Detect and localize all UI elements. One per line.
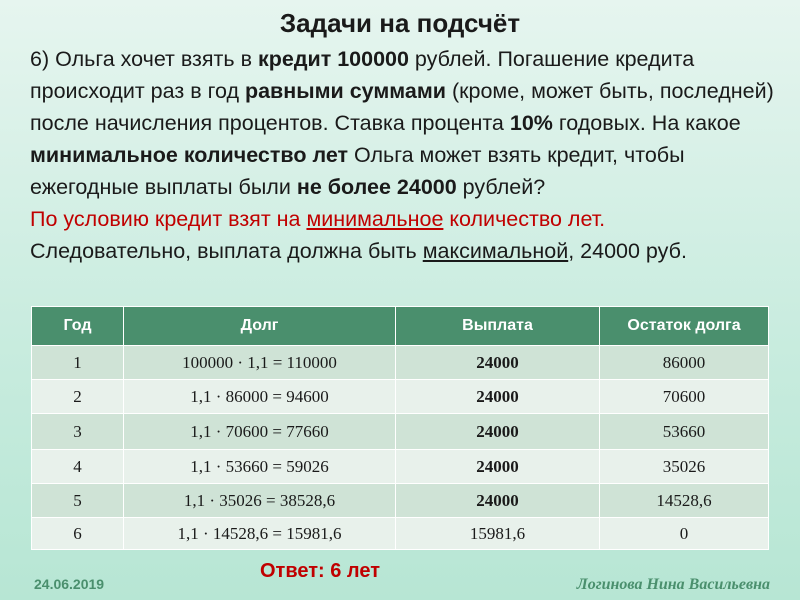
table-row: [32, 450, 769, 484]
cell-debt: 1,1 · 86000 = 94600: [124, 380, 396, 414]
table-header-row: [32, 307, 769, 346]
cell-year: 1: [32, 346, 124, 380]
condition-text: Следовательно, выплата должна быть: [30, 239, 423, 263]
answer-text: Ответ: 6 лет: [259, 560, 381, 582]
cell-rest: 14528,6: [600, 484, 769, 518]
cell-payment: 24000: [396, 380, 600, 414]
problem-part: (кроме, может быть, последней) после начисления процентов. Ставка процента: [30, 79, 774, 135]
table-row: [32, 380, 769, 414]
cell-year: 3: [32, 414, 124, 450]
problem-bold: минимальное количество лет: [30, 143, 349, 167]
header-debt: Долг: [124, 307, 396, 346]
header-payment: Выплата: [396, 307, 600, 346]
cell-year: 2: [32, 380, 124, 414]
table-row: [32, 414, 769, 450]
cell-payment: 24000: [396, 346, 600, 380]
table-row: [32, 346, 769, 380]
cell-rest: 0: [600, 518, 769, 550]
table-row: [32, 484, 769, 518]
problem-part: рублей. Погашение кредита происходит раз в год: [30, 47, 695, 103]
problem-part: рублей?: [456, 175, 546, 199]
header-year: Год: [32, 307, 124, 346]
condition-text: По условию кредит взят на: [30, 207, 307, 231]
condition-underlined: минимальное: [306, 207, 444, 231]
condition-text: количество лет.: [443, 207, 606, 231]
cell-debt: 1,1 · 70600 = 77660: [124, 414, 396, 450]
cell-debt: 100000 · 1,1 = 110000: [124, 346, 396, 380]
cell-year: 6: [32, 518, 124, 550]
cell-rest: 35026: [600, 450, 769, 484]
problem-part: годовых. На какое: [552, 111, 741, 135]
cell-payment: 24000: [396, 414, 600, 450]
header-rest: Остаток долга: [600, 307, 769, 346]
cell-rest: 86000: [600, 346, 769, 380]
condition-underlined: максимальной: [422, 239, 569, 263]
cell-debt: 1,1 · 53660 = 59026: [124, 450, 396, 484]
problem-bold: кредит 100000: [257, 47, 409, 71]
solution-table: [31, 306, 769, 550]
cell-year: 4: [32, 450, 124, 484]
problem-part: Ольга может взять кредит, чтобы ежегодные выплаты были: [30, 143, 685, 199]
problem-part: 6) Ольга хочет взять в: [30, 47, 258, 71]
cell-rest: 53660: [600, 414, 769, 450]
footer-author: Логинова Нина Васильевна: [576, 576, 770, 593]
condition-text: , 24000 руб.: [568, 239, 687, 263]
cell-payment: 15981,6: [396, 518, 600, 550]
problem-bold: не более 24000: [296, 175, 457, 199]
problem-bold: 10%: [509, 111, 553, 135]
cell-payment: 24000: [396, 450, 600, 484]
condition-line-2: [30, 235, 775, 267]
footer-date: 24.06.2019: [34, 576, 105, 592]
cell-debt: 1,1 · 35026 = 38528,6: [124, 484, 396, 518]
problem-bold: равными суммами: [244, 79, 446, 103]
condition-line-1: [30, 203, 775, 235]
problem-text: [30, 43, 775, 267]
slide-title: Задачи на подсчёт: [279, 8, 521, 38]
cell-year: 5: [32, 484, 124, 518]
cell-rest: 70600: [600, 380, 769, 414]
cell-payment: 24000: [396, 484, 600, 518]
cell-debt: 1,1 · 14528,6 = 15981,6: [124, 518, 396, 550]
table-row: [32, 518, 769, 550]
